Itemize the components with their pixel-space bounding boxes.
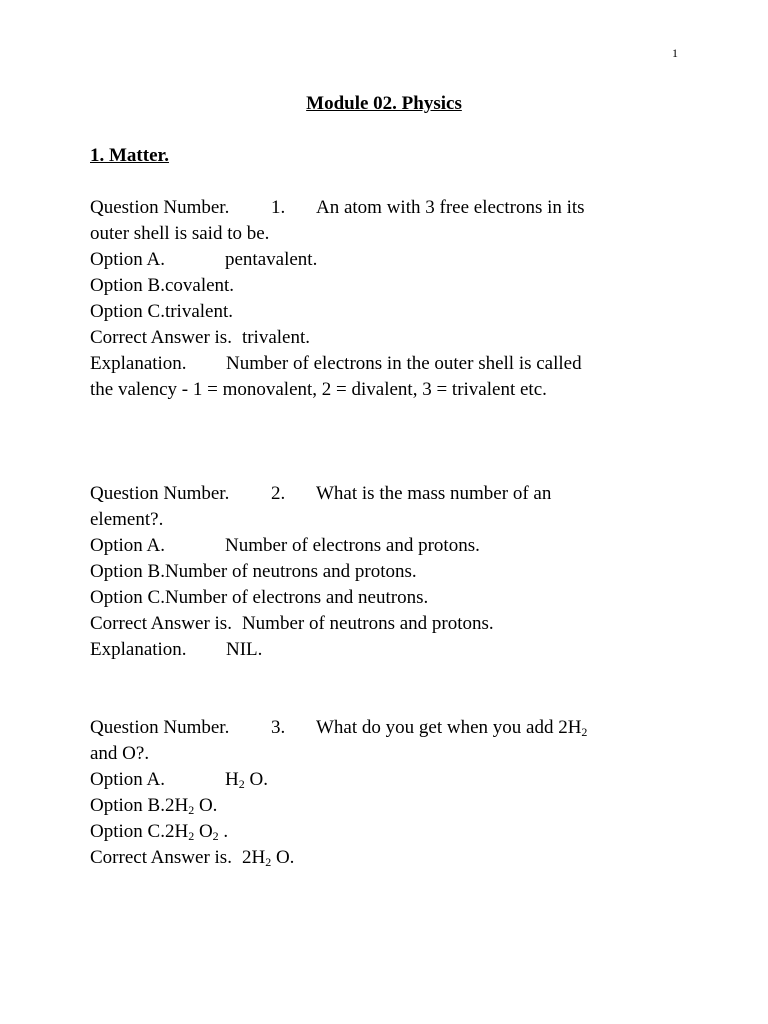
answer-text: 2H bbox=[241, 847, 266, 868]
question-number: 2. bbox=[271, 483, 286, 504]
subscript: 2 bbox=[238, 777, 245, 791]
option-c-label: Option C. bbox=[90, 821, 165, 842]
option-a-text-end: O. bbox=[244, 769, 268, 790]
question-text: What is the mass number of an bbox=[316, 483, 552, 504]
option-c-text: trivalent. bbox=[164, 301, 234, 322]
correct-answer bbox=[90, 325, 690, 351]
module-title: Module 02. Physics bbox=[306, 93, 462, 114]
answer-text: trivalent. bbox=[241, 327, 311, 348]
answer-label: Correct Answer is. bbox=[90, 327, 232, 348]
option-b-text-end: O. bbox=[194, 795, 218, 816]
option-c-text-mid: O bbox=[194, 821, 213, 842]
answer-label: Correct Answer is. bbox=[90, 613, 232, 634]
option-c-label: Option C. bbox=[90, 587, 165, 608]
explanation-label: Explanation. bbox=[90, 353, 187, 374]
subscript: 2 bbox=[212, 829, 219, 843]
answer-label: Correct Answer is. bbox=[90, 847, 232, 868]
option-c-text-end: . bbox=[218, 821, 229, 842]
option-a bbox=[90, 533, 690, 559]
correct-answer bbox=[90, 611, 690, 637]
question-3 bbox=[90, 715, 690, 871]
explanation-continued: the valency - 1 = monovalent, 2 = divalent, 3 = trivalent etc. bbox=[90, 379, 547, 400]
option-b-label: Option B. bbox=[90, 561, 165, 582]
question-1 bbox=[90, 195, 690, 403]
subscript: 2 bbox=[581, 725, 588, 739]
option-a bbox=[90, 247, 690, 273]
subscript: 2 bbox=[188, 829, 195, 843]
question-text-continued: and O?. bbox=[90, 743, 150, 764]
question-line bbox=[90, 195, 690, 221]
option-c-text: Number of electrons and neutrons. bbox=[164, 587, 429, 608]
question-label: Question Number. bbox=[90, 197, 230, 218]
option-a-label: Option A. bbox=[90, 535, 165, 556]
answer-text: Number of neutrons and protons. bbox=[241, 613, 494, 634]
option-b bbox=[90, 793, 690, 819]
option-a-label: Option A. bbox=[90, 769, 165, 790]
question-label: Question Number. bbox=[90, 483, 230, 504]
option-a-text: pentavalent. bbox=[225, 249, 318, 270]
option-a-text: H bbox=[225, 769, 239, 790]
option-c bbox=[90, 585, 690, 611]
explanation bbox=[90, 351, 690, 377]
question-text: What do you get when you add 2H bbox=[316, 717, 582, 738]
question-number: 3. bbox=[271, 717, 286, 738]
option-b bbox=[90, 273, 690, 299]
option-c-label: Option C. bbox=[90, 301, 165, 322]
option-b-label: Option B. bbox=[90, 275, 165, 296]
answer-text-end: O. bbox=[271, 847, 295, 868]
explanation bbox=[90, 637, 690, 663]
question-label: Question Number. bbox=[90, 717, 230, 738]
option-c bbox=[90, 299, 690, 325]
explanation-text: NIL. bbox=[226, 639, 263, 660]
question-2 bbox=[90, 481, 690, 663]
option-b-text: 2H bbox=[164, 795, 189, 816]
option-b-text: Number of neutrons and protons. bbox=[164, 561, 417, 582]
question-text-continued: outer shell is said to be. bbox=[90, 223, 270, 244]
section-title: 1. Matter. bbox=[90, 145, 169, 166]
option-a-label: Option A. bbox=[90, 249, 165, 270]
option-b bbox=[90, 559, 690, 585]
question-number: 1. bbox=[271, 197, 286, 218]
option-b-label: Option B. bbox=[90, 795, 165, 816]
question-line bbox=[90, 715, 690, 741]
page-number: 1 bbox=[672, 46, 678, 60]
option-b-text: covalent. bbox=[164, 275, 235, 296]
correct-answer bbox=[90, 845, 690, 871]
subscript: 2 bbox=[265, 855, 272, 869]
option-c-text: 2H bbox=[164, 821, 189, 842]
subscript: 2 bbox=[188, 803, 195, 817]
option-c bbox=[90, 819, 690, 845]
option-a bbox=[90, 767, 690, 793]
option-a-text: Number of electrons and protons. bbox=[225, 535, 480, 556]
question-text: An atom with 3 free electrons in its bbox=[316, 197, 585, 218]
explanation-text: Number of electrons in the outer shell is called bbox=[226, 353, 582, 374]
question-line bbox=[90, 481, 690, 507]
question-text-continued: element?. bbox=[90, 509, 164, 530]
explanation-label: Explanation. bbox=[90, 639, 187, 660]
